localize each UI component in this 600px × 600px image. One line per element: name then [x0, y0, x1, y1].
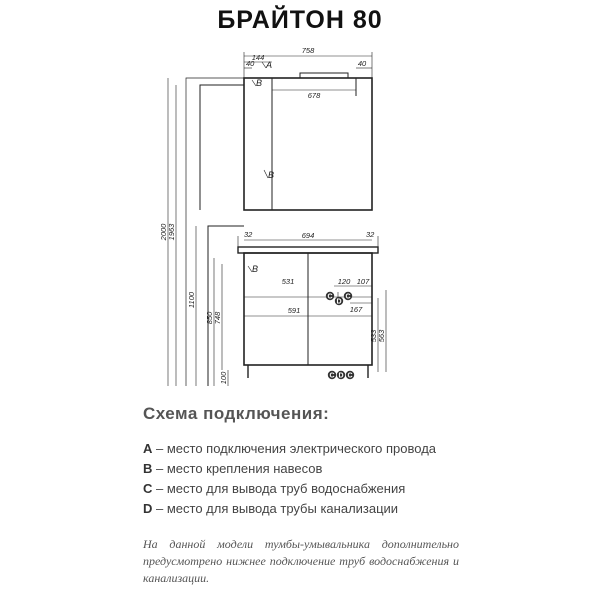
svg-text:533: 533 — [369, 329, 378, 343]
svg-text:1100: 1100 — [187, 291, 196, 309]
svg-text:B: B — [252, 264, 259, 274]
svg-text:694: 694 — [301, 231, 315, 240]
product-title: БРАЙТОН 80 — [217, 6, 383, 34]
outline-left — [200, 85, 244, 210]
svg-text:B: B — [268, 170, 275, 180]
svg-text:144: 144 — [251, 53, 265, 62]
legend-item-c: C – место для вывода труб водоснабжения — [143, 481, 406, 496]
svg-text:A: A — [266, 60, 273, 70]
svg-text:748: 748 — [213, 311, 222, 325]
svg-text:678: 678 — [307, 91, 321, 100]
svg-text:40: 40 — [357, 59, 367, 68]
svg-text:32: 32 — [366, 230, 375, 239]
svg-text:100: 100 — [219, 371, 228, 385]
svg-text:40: 40 — [246, 59, 255, 68]
legend-item-b: B – место крепления навесов — [143, 461, 323, 476]
pipe-markers-lower — [328, 371, 354, 380]
svg-text:531: 531 — [281, 277, 295, 286]
legend-item-d: D – место для вывода трубы канализации — [143, 501, 399, 516]
basin-top — [238, 247, 378, 253]
svg-text:167: 167 — [349, 305, 363, 314]
svg-text:563: 563 — [377, 329, 386, 343]
svg-text:1963: 1963 — [167, 223, 176, 241]
svg-text:C: C — [347, 372, 353, 380]
svg-text:591: 591 — [287, 306, 301, 315]
mount-markers — [248, 62, 268, 272]
legend-item-a: A – место подключения электрического провода — [143, 441, 437, 456]
scheme-title: Схема подключения: — [143, 404, 330, 423]
svg-text:D: D — [338, 372, 344, 380]
svg-text:C: C — [327, 293, 333, 301]
svg-text:120: 120 — [337, 277, 351, 286]
svg-text:D: D — [336, 298, 342, 306]
svg-text:758: 758 — [301, 46, 315, 55]
svg-text:32: 32 — [244, 230, 253, 239]
pipe-markers-upper — [326, 292, 352, 306]
svg-text:2000: 2000 — [159, 223, 168, 241]
svg-text:107: 107 — [356, 277, 370, 286]
svg-text:B: B — [256, 78, 263, 88]
connection-legend — [143, 439, 436, 519]
svg-text:C: C — [345, 293, 351, 301]
svg-text:850: 850 — [205, 311, 214, 325]
svg-text:C: C — [329, 372, 335, 380]
bottom-connection-note: На данной модели тумбы-умывальника дополнительно предусмотрено нижнее подключение труб водоснабжения и канализации. — [143, 537, 459, 585]
